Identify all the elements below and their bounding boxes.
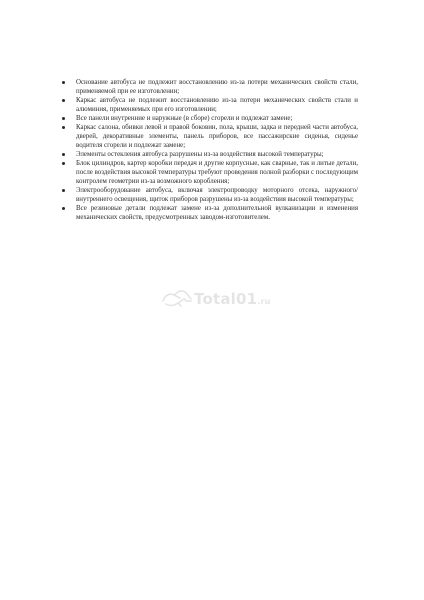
list-item-text: Основание автобуса не подлежит восстановлению из-за потери механических свойств стали, применяемой при ее изготовлении; — [76, 79, 358, 95]
hands-logo-icon — [160, 287, 194, 311]
list-item — [62, 78, 358, 96]
list-item — [62, 159, 358, 186]
bullet-list — [62, 78, 358, 222]
watermark-main: Total01 — [194, 290, 258, 308]
list-item — [62, 96, 358, 114]
watermark-domain: .ru — [257, 297, 271, 306]
list-item — [62, 150, 358, 159]
bullet-icon — [62, 162, 65, 165]
list-item-text: Каркас салона, обивки левой и правой боковин, пола, крыши, задка и передней части автобуса, дверей, декоративные элементы, панель приборов, все пассажирские сиденья, сиденье водителя сгорели и подлежат замене; — [76, 124, 358, 149]
list-item — [62, 114, 358, 123]
watermark — [160, 287, 271, 311]
list-item — [62, 123, 358, 150]
bullet-icon — [62, 117, 65, 120]
list-item-text: Все резиновые детали подлежат замене из-за дополнительной вулканизации и изменения механических свойств, предусмотренных заводом-изготовителем. — [76, 205, 358, 221]
bullet-icon — [62, 153, 65, 156]
list-item-text: Все панели внутренние и наружные (в сборе) сгорели и подлежат замене; — [76, 115, 293, 122]
watermark-text — [194, 290, 271, 308]
list-item-text: Элементы остекления автобуса разрушены из-за воздействия высокой температуры; — [76, 151, 324, 158]
bullet-icon — [62, 189, 65, 192]
list-item-text: Блок цилиндров, картер коробки передач и другие корпусные, как сварные, так и литые детали, после воздействия высокой температуры требуют проведения полной разборки с последующим контролем геометрии из-за возможного коробления; — [76, 160, 358, 185]
bullet-icon — [62, 126, 65, 129]
list-item — [62, 204, 358, 222]
bullet-icon — [62, 207, 65, 210]
list-item-text: Электрооборудование автобуса, включая электропроводку моторного отсека, наружного/внутреннего освещения, щиток приборов разрушены из-за воздействия высокой температуры; — [76, 187, 358, 203]
list-item — [62, 186, 358, 204]
bullet-icon — [62, 81, 65, 84]
bullet-icon — [62, 99, 65, 102]
list-item-text: Каркас автобуса не подлежит восстановлению из-за потери механических свойств стали и алюминия, применяемых при его изготовлении; — [76, 97, 358, 113]
